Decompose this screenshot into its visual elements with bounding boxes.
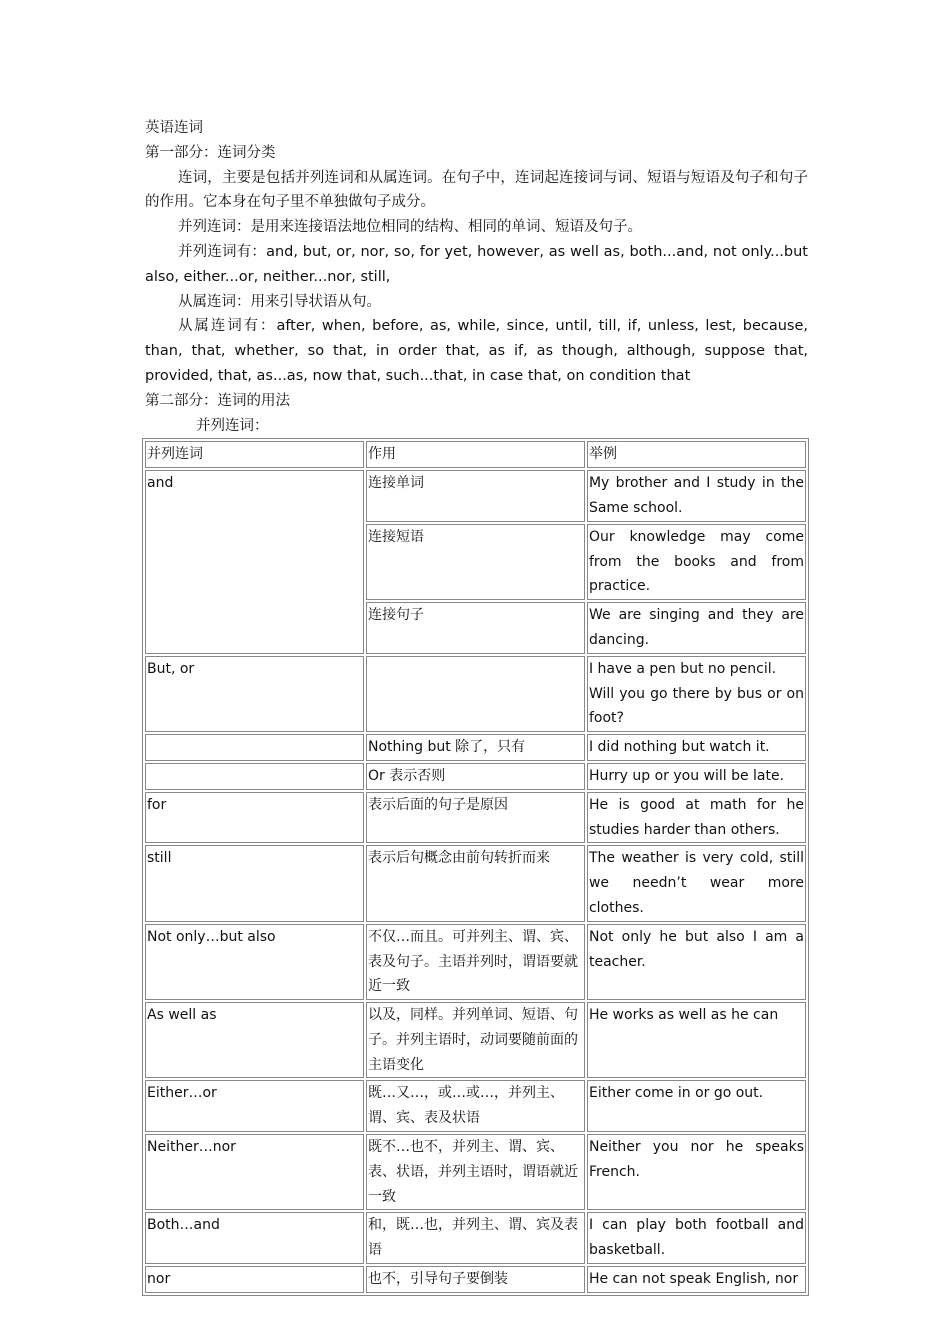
conj-cell: Not only…but also bbox=[145, 924, 364, 1000]
conj-cell bbox=[145, 763, 364, 790]
use-cell: 以及，同样。并列单词、短语、句子。并列主语时，动词要随前面的主语变化 bbox=[366, 1002, 585, 1078]
part1-heading: 第一部分：连词分类 bbox=[145, 144, 276, 161]
doc-title: 英语连词 bbox=[145, 120, 203, 136]
table-row bbox=[145, 734, 806, 761]
table-row bbox=[145, 792, 806, 844]
table-row bbox=[145, 1134, 806, 1210]
table-row bbox=[145, 924, 806, 1000]
conj-cell: for bbox=[145, 792, 364, 844]
use-cell: 既不…也不，并列主、谓、宾、表、状语，并列主语时，谓语就近一致 bbox=[366, 1134, 585, 1210]
example-cell: He can not speak English, nor bbox=[587, 1266, 806, 1293]
example-cell: We are singing and they are dancing. bbox=[587, 602, 806, 654]
coord-definition: 并列连词：是用来连接语法地位相同的结构、相同的单词、短语及句子。 bbox=[178, 219, 642, 236]
use-cell: 和，既…也，并列主、谓、宾及表语 bbox=[366, 1212, 585, 1264]
conj-cell: still bbox=[145, 845, 364, 921]
example-cell bbox=[587, 656, 806, 732]
table-row bbox=[145, 1266, 806, 1293]
part2-heading: 第二部分：连词的用法 bbox=[145, 392, 290, 409]
use-cell: 连接单词 bbox=[366, 470, 585, 522]
conj-cell: But, or bbox=[145, 656, 364, 732]
use-cell: Or 表示否则 bbox=[366, 763, 585, 790]
example-cell: Either come in or go out. bbox=[587, 1080, 806, 1132]
example-line: Will you go there by bus or on foot? bbox=[588, 685, 804, 727]
header-cell: 作用 bbox=[366, 441, 585, 468]
example-cell: I did nothing but watch it. bbox=[587, 734, 806, 761]
conj-cell: As well as bbox=[145, 1002, 364, 1078]
use-cell: 也不，引导句子要倒装 bbox=[366, 1266, 585, 1293]
use-cell: 表示后面的句子是原因 bbox=[366, 792, 585, 844]
example-cell: Our knowledge may come from the books and from practice. bbox=[587, 524, 806, 600]
use-cell: 不仅…而且。可并列主、谓、宾、表及句子。主语并列时，谓语要就近一致 bbox=[366, 924, 585, 1000]
conj-cell: and bbox=[145, 470, 364, 654]
part2-subheading: 并列连词： bbox=[196, 417, 269, 434]
table-row bbox=[145, 1080, 806, 1132]
example-line: I have a pen but no pencil. bbox=[588, 660, 777, 677]
header-cell: 举例 bbox=[587, 441, 806, 468]
example-cell: He works as well as he can bbox=[587, 1002, 806, 1078]
conj-cell: Both…and bbox=[145, 1212, 364, 1264]
use-cell: 连接句子 bbox=[366, 602, 585, 654]
example-cell: He is good at math for he studies harder than others. bbox=[587, 792, 806, 844]
example-cell: The weather is very cold, still we needn’t wear more clothes. bbox=[587, 845, 806, 921]
conj-cell: Either…or bbox=[145, 1080, 364, 1132]
table-row bbox=[145, 656, 806, 732]
use-cell: 连接短语 bbox=[366, 524, 585, 600]
intro-paragraph: 连词，主要是包括并列连词和从属连词。在句子中，连词起连接词与词、短语与短语及句子和句子的作用。它本身在句子里不单独做句子成分。 bbox=[145, 169, 808, 211]
use-cell: 表示后句概念由前句转折而来 bbox=[366, 845, 585, 921]
use-cell: 既…又…，或…或…，并列主、谓、宾、表及状语 bbox=[366, 1080, 585, 1132]
conjunction-table bbox=[142, 438, 809, 1296]
example-cell: Not only he but also I am a teacher. bbox=[587, 924, 806, 1000]
example-cell: Neither you nor he speaks French. bbox=[587, 1134, 806, 1210]
document-page bbox=[145, 116, 808, 1296]
example-cell: I can play both football and basketball. bbox=[587, 1212, 806, 1264]
coord-list: 并列连词有：and, but, or, nor, so, for yet, however, as well as, both...and, not only...but also, either...or, neither...nor, still, bbox=[145, 243, 808, 285]
example-cell: My brother and I study in the Same school. bbox=[587, 470, 806, 522]
use-cell: Nothing but 除了，只有 bbox=[366, 734, 585, 761]
conj-cell: Neither…nor bbox=[145, 1134, 364, 1210]
table-row bbox=[145, 763, 806, 790]
table-row bbox=[145, 845, 806, 921]
table-row bbox=[145, 470, 806, 522]
use-cell bbox=[366, 656, 585, 732]
table-row bbox=[145, 1002, 806, 1078]
header-cell: 并列连词 bbox=[145, 441, 364, 468]
sub-definition: 从属连词：用来引导状语从句。 bbox=[178, 293, 381, 310]
conj-cell bbox=[145, 734, 364, 761]
example-cell: Hurry up or you will be late. bbox=[587, 763, 806, 790]
sub-list: 从属连词有：after, when, before, as, while, since, until, till, if, unless, lest, because, than, that, whether, so that, in order that, as if, as though, although, suppose that, provided, that, as...as, now that, such...that, in case that, on condition that bbox=[145, 318, 808, 384]
table-header-row bbox=[145, 441, 806, 468]
table-row bbox=[145, 1212, 806, 1264]
conj-cell: nor bbox=[145, 1266, 364, 1293]
